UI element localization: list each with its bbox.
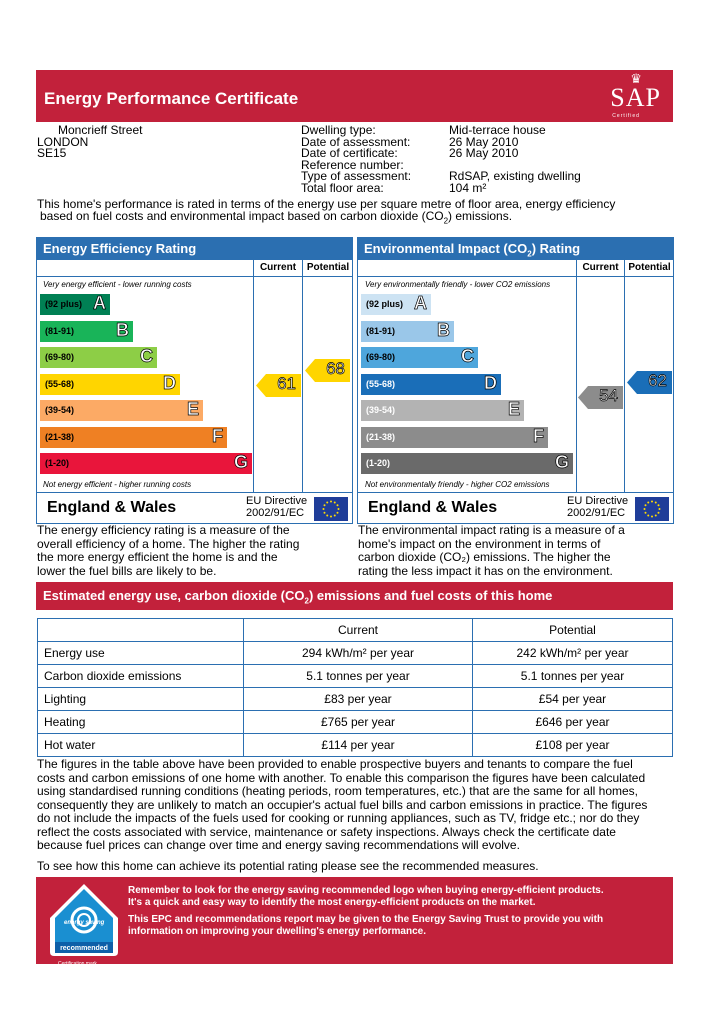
eu-star — [651, 501, 653, 503]
footer-line: Remember to look for the energy saving recommended logo when buying energy-efficient products. — [128, 885, 604, 896]
table-cell: £646 per year — [473, 711, 673, 734]
eu-star — [330, 516, 332, 518]
table-header-row — [38, 619, 673, 642]
sap-logo — [610, 71, 661, 119]
band-range: (69-80) — [366, 352, 396, 362]
intro-line-text: based on fuel costs and environmental impact based on carbon dioxide (CO — [40, 208, 444, 223]
energy-col-potential: Potential — [302, 260, 353, 276]
band-letter: F — [212, 425, 223, 446]
detail-label: Reference number: — [301, 157, 404, 172]
divider — [302, 260, 303, 492]
rating-band-e — [40, 400, 203, 421]
disclaimer-line: reflect the costs associated with service, maintenance or safety inspections. Always check the certificate date — [37, 824, 616, 839]
rating-band-a — [361, 294, 431, 315]
table-cell: £765 per year — [244, 711, 473, 734]
band-range: (21-38) — [366, 431, 396, 442]
footer-paragraph-1 — [128, 885, 668, 908]
sap-logo-text: SAP — [610, 83, 661, 112]
footer-line: information on improving your dwelling's energy performance. — [128, 925, 426, 937]
env-bottom-caption: Not environmentally friendly - higher CO2 emissions — [365, 480, 550, 489]
band-letter: A — [93, 293, 106, 313]
table-header: Current — [244, 619, 473, 642]
energy-note — [37, 524, 299, 578]
table-cell: Carbon dioxide emissions — [38, 665, 244, 688]
divider — [37, 492, 352, 493]
disclaimer-line: because fuel prices can change over time and energy saving recommendations will evolve. — [37, 838, 520, 852]
env-top-caption: Very environmentally friendly - lower CO2 emissions — [365, 280, 551, 289]
rating-band-b — [361, 321, 454, 342]
eu-star — [326, 502, 328, 504]
table-row — [38, 665, 673, 688]
eu-flag-icon — [635, 497, 669, 521]
address-postcode: SE15 — [37, 146, 67, 160]
title-text: Environmental Impact (CO — [364, 241, 528, 256]
logo-mark-text: Certification mark — [58, 961, 97, 967]
eu-star — [651, 516, 653, 518]
property-address — [37, 125, 142, 160]
note-line: carbon dioxide (CO₂) emissions. The higher the — [358, 550, 611, 564]
band-letter: E — [186, 399, 199, 419]
eu-star — [337, 504, 339, 506]
band-letter: D — [484, 372, 497, 393]
total-floor-area: 104 m² — [449, 180, 487, 195]
band-range: (39-54) — [45, 405, 75, 415]
eu-star — [659, 508, 661, 510]
disclaimer-line: The figures in the table above have been provided to enable prospective buyers and tenants to compare the fuel — [37, 757, 633, 771]
band-range: (69-80) — [45, 352, 75, 362]
energy-region: England & Wales — [47, 499, 177, 516]
band-letter: A — [414, 293, 427, 313]
band-range: (81-91) — [45, 325, 75, 336]
table-cell: 294 kWh/m² per year — [244, 642, 473, 665]
detail-label: Date of certificate: — [301, 146, 398, 160]
disclaimer-line: do not include the impacts of the fuels used for cooking or running appliances, such as TV, fridge etc.; nor do they — [37, 811, 640, 825]
note-line: The environmental impact rating is a measure of a — [358, 523, 625, 537]
certificate-header — [36, 70, 673, 122]
footer-line: This EPC and recommendations report may be given to the Energy Saving Trust to provide you with — [128, 914, 604, 925]
divider — [576, 260, 577, 492]
intro-line — [37, 208, 677, 227]
divider — [624, 260, 625, 492]
energy-current-rating — [256, 374, 301, 397]
eu-star — [323, 508, 325, 510]
rating-band-d — [40, 374, 180, 395]
estimate-title-end: ) emissions and fuel costs of this home — [308, 588, 553, 603]
energy-saving-recommended-logo — [46, 882, 122, 967]
band-range: (1-20) — [45, 458, 70, 468]
detail-label: Date of assessment: — [301, 134, 411, 149]
band-letter: F — [533, 425, 544, 446]
logo-bottom-text: recommended — [60, 945, 108, 952]
eu-star — [647, 515, 649, 517]
band-range: (39-54) — [366, 405, 396, 415]
table-cell: Lighting — [38, 688, 244, 711]
intro-subscript: 2 — [443, 215, 449, 225]
env-potential-rating — [627, 371, 672, 394]
env-current-rating — [578, 386, 623, 409]
table-cell: £83 per year — [244, 688, 473, 711]
band-letter: G — [554, 452, 569, 472]
band-range: (1-20) — [366, 458, 391, 468]
note-line: the more energy efficient the home is and the — [37, 550, 278, 564]
estimate-header — [36, 582, 673, 610]
table-cell: Energy use — [38, 642, 244, 665]
eu-star — [645, 504, 647, 506]
rating-band-g — [361, 453, 573, 474]
rating-band-g — [40, 453, 252, 474]
title-subscript: 2 — [527, 249, 532, 259]
energy-col-current: Current — [253, 260, 302, 276]
eu-star — [658, 512, 660, 514]
note-line: lower the fuel bills are likely to be. — [37, 563, 217, 578]
type-of-assessment: RdSAP, existing dwelling — [449, 169, 581, 183]
crown-icon: ♛ — [630, 71, 643, 86]
certificate-title: Energy Performance Certificate — [44, 89, 299, 108]
footer-paragraph-2 — [128, 914, 668, 937]
rating-band-a — [40, 294, 110, 315]
note-line: The energy efficiency rating is a measure of the — [37, 523, 290, 537]
table-header — [38, 619, 244, 642]
energy-efficiency-panel — [36, 237, 353, 524]
address-street: Moncrieff Street — [58, 123, 143, 137]
intro-line-end: ) emissions. — [448, 208, 513, 223]
table-cell: 5.1 tonnes per year — [244, 665, 473, 688]
eu-star — [334, 515, 336, 517]
note-line: home's impact on the environment in terms of — [358, 536, 601, 551]
band-letter: E — [507, 399, 520, 419]
table-cell: £54 per year — [473, 688, 673, 711]
env-col-potential: Potential — [624, 260, 674, 276]
divider — [358, 492, 673, 493]
detail-label: Dwelling type: — [301, 123, 376, 137]
rating-band-c — [361, 347, 478, 368]
eu-star — [655, 515, 657, 517]
sap-logo-small: Certified — [612, 113, 640, 119]
estimate-title: Estimated energy use, carbon dioxide (CO — [43, 588, 305, 603]
band-letter: G — [233, 452, 248, 472]
eu-flag-icon — [314, 497, 348, 521]
eu-star — [645, 512, 647, 514]
table-cell: £108 per year — [473, 734, 673, 757]
eu-star — [337, 512, 339, 514]
table-row — [38, 711, 673, 734]
energy-potential-rating — [305, 359, 350, 382]
table-row — [38, 642, 673, 665]
env-potential-value: 62 — [648, 371, 667, 391]
estimate-table — [37, 618, 673, 757]
eu-star — [324, 504, 326, 506]
date-of-certificate: 26 May 2010 — [449, 146, 519, 160]
energy-potential-value: 68 — [326, 359, 345, 379]
table-row — [38, 688, 673, 711]
note-line: rating the less impact it has on the environment. — [358, 563, 613, 578]
rating-band-e — [361, 400, 524, 421]
table-cell: £114 per year — [244, 734, 473, 757]
detail-label: Total floor area: — [301, 180, 384, 195]
divider — [358, 276, 673, 277]
rating-band-b — [40, 321, 133, 342]
energy-efficiency-title: Energy Efficiency Rating — [37, 238, 352, 260]
rating-band-c — [40, 347, 157, 368]
energy-bottom-caption: Not energy efficient - higher running costs — [43, 480, 192, 489]
table-cell: Hot water — [38, 734, 244, 757]
eu-star — [338, 508, 340, 510]
band-letter: C — [140, 346, 153, 366]
directive-line: 2002/91/EC — [567, 507, 626, 519]
band-letter: D — [163, 372, 176, 393]
eu-star — [655, 502, 657, 504]
band-range: (55-68) — [366, 378, 396, 389]
band-range: (21-38) — [45, 431, 75, 442]
eu-star — [658, 504, 660, 506]
env-region: England & Wales — [368, 499, 498, 516]
table-row — [38, 734, 673, 757]
divider — [37, 276, 352, 277]
directive-line: EU Directive — [246, 495, 308, 507]
eu-star — [324, 512, 326, 514]
band-letter: B — [437, 319, 450, 340]
band-range: (92 plus) — [45, 299, 83, 309]
energy-top-caption: Very energy efficient - lower running costs — [43, 280, 192, 289]
directive-line: 2002/91/EC — [246, 507, 305, 519]
directive-line: EU Directive — [567, 495, 629, 507]
env-directive — [567, 495, 628, 519]
environment-note — [358, 524, 625, 578]
intro-text — [37, 199, 677, 226]
see-more-text: To see how this home can achieve its potential rating please see the recommended measures. — [37, 859, 539, 873]
date-of-assessment: 26 May 2010 — [449, 134, 519, 149]
details-labels — [301, 125, 411, 194]
detail-label: Type of assessment: — [301, 169, 412, 183]
table-header: Potential — [473, 619, 673, 642]
logo-top-text: energy saving — [64, 920, 105, 926]
band-letter: B — [116, 319, 129, 340]
band-letter: C — [461, 346, 474, 366]
rating-band-d — [361, 374, 501, 395]
disclaimer-line: costs and carbon emissions of one home with another. To enable this comparison the figures have been calculated — [37, 770, 646, 785]
env-col-current: Current — [576, 260, 624, 276]
divider — [253, 260, 254, 492]
band-range: (81-91) — [366, 325, 396, 336]
title-text-end: ) Rating — [531, 241, 581, 256]
environmental-impact-panel — [357, 237, 674, 524]
rating-band-f — [40, 427, 227, 448]
details-values — [449, 125, 581, 194]
dwelling-type: Mid-terrace house — [449, 123, 546, 137]
energy-current-value: 61 — [277, 373, 296, 393]
table-cell: 242 kWh/m² per year — [473, 642, 673, 665]
eu-star — [644, 508, 646, 510]
eu-star — [326, 515, 328, 517]
address-city: LONDON — [37, 134, 89, 149]
intro-line: This home's performance is rated in terms of the energy use per square metre of floor area, energy efficiency — [37, 197, 616, 211]
rating-band-f — [361, 427, 548, 448]
footer-band — [36, 877, 673, 967]
footer-line: It's a quick and easy way to identify the most energy-efficient products on the market. — [128, 896, 536, 908]
table-cell: Heating — [38, 711, 244, 734]
env-current-value: 54 — [599, 385, 618, 405]
disclaimer-line: using standardised running conditions (heating periods, room temperatures, etc.) that are the same for all homes, — [37, 784, 638, 798]
disclaimer-text — [37, 758, 682, 853]
band-range: (92 plus) — [366, 299, 404, 309]
table-cell: 5.1 tonnes per year — [473, 665, 673, 688]
eu-star — [330, 501, 332, 503]
estimate-subscript: 2 — [304, 596, 309, 606]
environmental-title — [358, 238, 673, 260]
eu-star — [647, 502, 649, 504]
band-range: (55-68) — [45, 378, 75, 389]
eu-star — [334, 502, 336, 504]
energy-directive — [246, 495, 307, 519]
disclaimer-line: consequently they are unlikely to match an occupier's actual fuel bills and carbon emissions in practice. The figures — [37, 797, 648, 812]
note-line: overall efficiency of a home. The higher the rating — [37, 536, 300, 551]
